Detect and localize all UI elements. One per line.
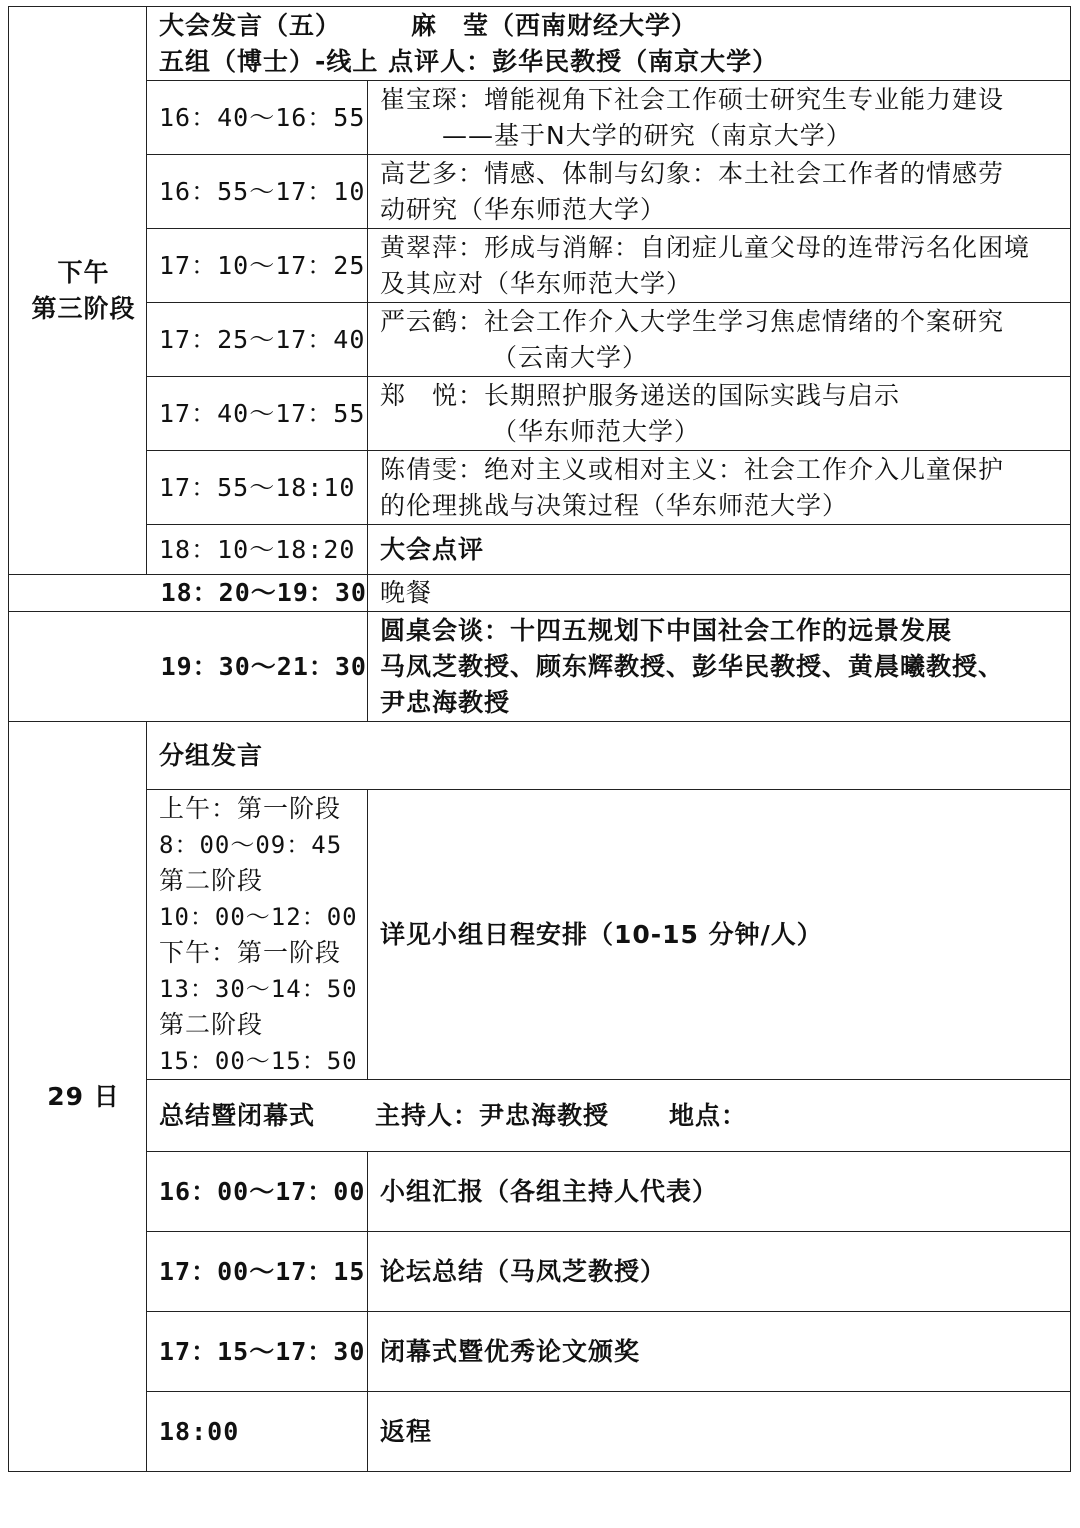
talk-item: 陈倩雯：绝对主义或相对主义：社会工作介入儿童保护 的伦理挑战与决策过程（华东师范大学） [368, 451, 1071, 525]
talk-item: 黄翠萍：形成与消解：自闭症儿童父母的连带污名化困境 及其应对（华东师范大学） [368, 229, 1071, 303]
talk-item: 严云鹤：社会工作介入大学生学习焦虑情绪的个案研究 （云南大学） [368, 303, 1071, 377]
schedule-table [8, 6, 1071, 1472]
group-header: 分组发言 [147, 722, 1071, 790]
closing-item: 小组汇报（各组主持人代表） [368, 1152, 1071, 1232]
session-chair: 麻 莹（西南财经大学） [411, 10, 698, 40]
roundtable-time: 19：30～21：30 [9, 612, 368, 722]
time-slot: 17：25～17：40 [147, 303, 368, 377]
time-slot: 17：00～17：15 [147, 1232, 368, 1312]
time-slot: 18:00 [147, 1392, 368, 1472]
closing-venue: 地点： [669, 1100, 748, 1130]
time-slot: 16：00～17：00 [147, 1152, 368, 1232]
closing-title: 总结暨闭幕式 [159, 1100, 316, 1130]
time-slot: 18：10～18:20 [147, 525, 368, 575]
session-title: 大会发言（五） [159, 10, 342, 40]
closing-item: 论坛总结（马凤芝教授） [368, 1232, 1071, 1312]
dinner-item: 晚餐 [368, 575, 1071, 612]
review-item: 大会点评 [368, 525, 1071, 575]
time-slot: 17：40～17：55 [147, 377, 368, 451]
time-slot: 17：10～17：25 [147, 229, 368, 303]
period-label: 下午 第三阶段 [9, 7, 147, 575]
group-time-list: 上午：第一阶段 8：00～09：45 第二阶段 10：00～12：00 下午：第一阶段 13：30～14：50 第二阶段 15：00～15：50 [147, 790, 368, 1080]
closing-item: 闭幕式暨优秀论文颁奖 [368, 1312, 1071, 1392]
time-slot: 16：40～16：55 [147, 81, 368, 155]
dinner-time: 18：20～19：30 [9, 575, 368, 612]
roundtable-item: 圆桌会谈：十四五规划下中国社会工作的远景发展 马凤芝教授、顾东辉教授、彭华民教授、黄晨曦教授、 尹忠海教授 [368, 612, 1071, 722]
talk-item: 高艺多：情感、体制与幻象：本土社会工作者的情感劳 动研究（华东师范大学） [368, 155, 1071, 229]
day-label: 29 日 [9, 722, 147, 1472]
session-reviewer: 五组（博士）-线上 点评人：彭华民教授（南京大学） [159, 46, 779, 76]
time-slot: 16：55～17：10 [147, 155, 368, 229]
group-schedule-note: 详见小组日程安排（10-15 分钟/人） [368, 790, 1071, 1080]
time-slot: 17：15～17：30 [147, 1312, 368, 1392]
closing-header [147, 1080, 1071, 1152]
talk-item: 崔宝琛：增能视角下社会工作硕士研究生专业能力建设 ——基于N大学的研究（南京大学） [368, 81, 1071, 155]
closing-host: 主持人：尹忠海教授 [375, 1100, 610, 1130]
closing-item: 返程 [368, 1392, 1071, 1472]
talk-item: 郑 悦：长期照护服务递送的国际实践与启示 （华东师范大学） [368, 377, 1071, 451]
time-slot: 17：55～18:10 [147, 451, 368, 525]
session-header [147, 7, 1071, 81]
